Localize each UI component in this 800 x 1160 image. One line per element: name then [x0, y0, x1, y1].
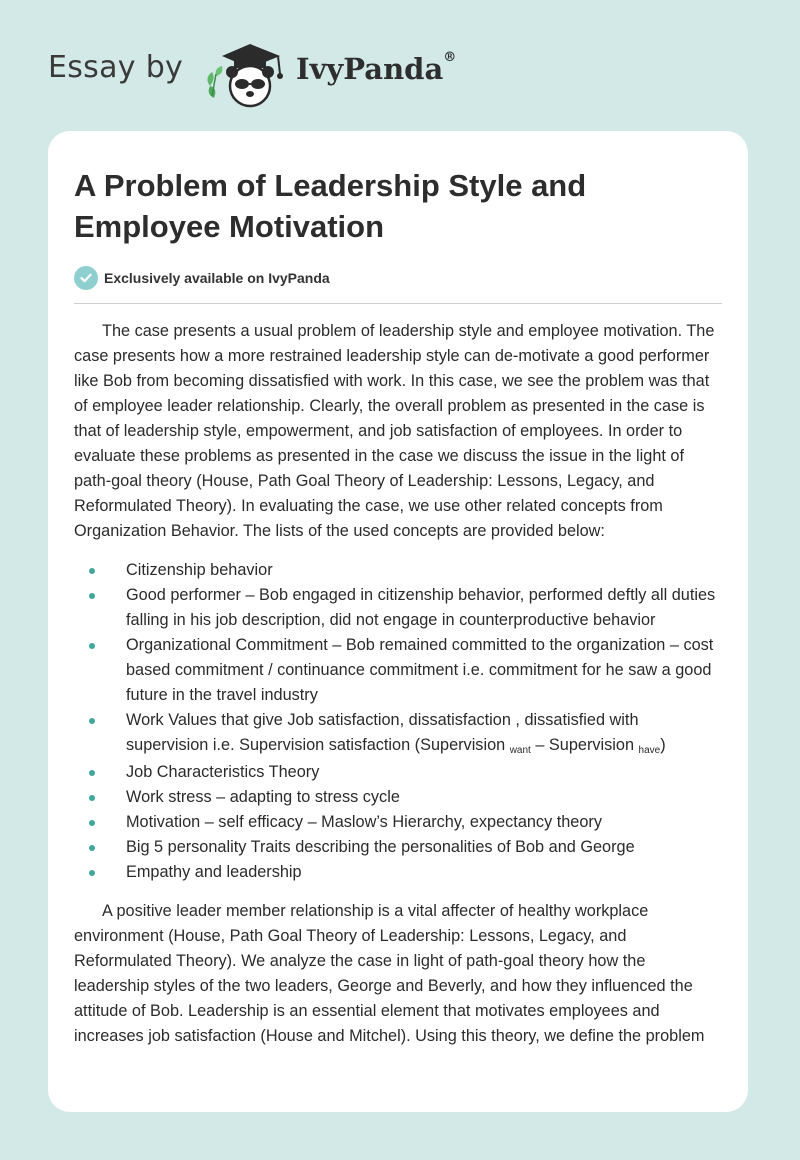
divider: [74, 303, 722, 304]
list-item: Job Characteristics Theory: [74, 760, 724, 785]
paragraph-1: The case presents a usual problem of leadership style and employee motivation. The case presents how a more restrained leadership style can de-motivate a good performer like Bob from becoming dissatisfied with work. In this case, we see the problem was that of employee leader relationship. Clearly, the overall problem as presented in the case is that of leadership style, empowerment, and job satisfaction of employees. In order to evaluate these problems as presented in the case we discuss the issue in the light of path-goal theory (House, Path Goal Theory of Leadership: Lessons, Legacy, and Reformulated Theory). In evaluating the case, we use other related concepts from Organization Behavior. The lists of the used concepts are provided below:: [74, 322, 715, 540]
list-item: Organizational Commitment – Bob remained committed to the organization – cost based commitment / continuance commitment i.e. commitment for he saw a good future in the travel industry: [74, 633, 724, 708]
article-title: A Problem of Leadership Style and Employee Motivation: [74, 168, 587, 244]
check-icon: [74, 266, 98, 290]
bullet-icon: [89, 870, 95, 876]
bullet-icon: [89, 795, 95, 801]
bullet-icon: [89, 568, 95, 574]
bullet-icon: [89, 845, 95, 851]
panda-logo-icon[interactable]: [200, 36, 292, 108]
registered-mark: ®: [443, 50, 457, 65]
list-item: Big 5 personality Traits describing the personalities of Bob and George: [74, 835, 724, 860]
concept-list: [74, 558, 724, 885]
bullet-icon: [89, 643, 95, 649]
bullet-icon: [89, 770, 95, 776]
bullet-icon: [89, 718, 95, 724]
badge-label: Exclusively available on IvyPanda: [104, 270, 330, 286]
list-item: Empathy and leadership: [74, 860, 724, 885]
essay-by-label: Essay by: [48, 50, 184, 85]
list-item: Motivation – self efficacy – Maslow’s Hierarchy, expectancy theory: [74, 810, 724, 835]
list-item: Work stress – adapting to stress cycle: [74, 785, 724, 810]
site-header: [0, 0, 800, 130]
brand-name[interactable]: IvyPanda®: [296, 50, 457, 86]
bullet-icon: [89, 593, 95, 599]
list-item: Citizenship behavior: [74, 558, 724, 583]
article-body: [74, 319, 724, 1049]
list-item: Good performer – Bob engaged in citizenship behavior, performed deftly all duties falling in his job description, did not engage in counterproductive behavior: [74, 583, 724, 633]
subscript-want: want: [509, 745, 531, 756]
paragraph-2: A positive leader member relationship is a vital affecter of healthy workplace environment (House, Path Goal Theory of Leadership: Lessons, Legacy, and Reformulated Theory). We analyze the case in light of path-goal theory how the leadership styles of the two leaders, George and Beverly, and how they influenced the attitude of Bob. Leadership is an essential element that motivates employees and increases job satisfaction (House and Mitchel). Using this theory, we define the problem: [74, 902, 705, 1045]
exclusive-badge: [74, 265, 330, 291]
subscript-have: have: [638, 745, 661, 756]
bullet-icon: [89, 820, 95, 826]
article-card: [48, 131, 748, 1112]
list-item: Work Values that give Job satisfaction, dissatisfaction , dissatisfied with supervision i.e. Supervision satisfaction (Supervision want – Supervision have): [74, 708, 724, 760]
